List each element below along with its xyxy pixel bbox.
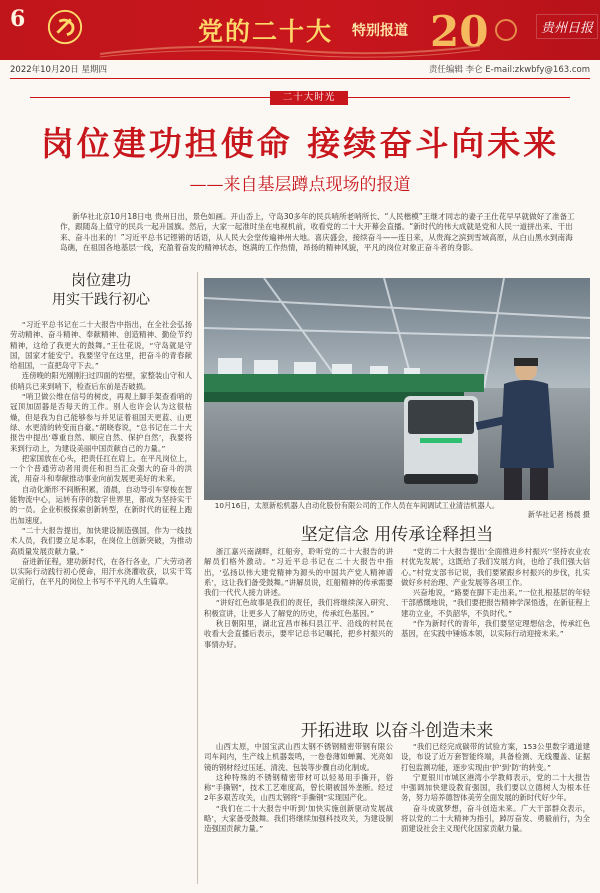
paragraph: “我们已经完成碳带的试验方案，153公里数字通道建设，布设了近万套智能终端，具备检测、无线覆盖、证据打包监测功能，逐步实现由‘护’到‘防’的转变。” xyxy=(401,742,590,772)
paragraph: “哨卫做公维在信号的树皮，再观上脚手架查看哨的冠顶加固器是否每天的工作。别人也许会认为这很枯燥，但是我为自己能够参与并见证着祖国天更蓝、山更绿、水更清的转变而自豪。”胡晓春说，“总书记在二十大报告中提出‘尊重自然、顺应自然、保护自然’，我要将来到行动上，为建设美丽中国贡献自己的力量。” xyxy=(10,392,192,453)
editor-credits: 责任编辑 李仑 E-mail:zkwbfy@163.com xyxy=(428,65,590,75)
photo-credit: 新华社记者 杨晨 摄 xyxy=(527,510,590,519)
section2-column1 xyxy=(204,547,393,697)
paragraph: 把家国放在心头，把责任扛在肩上。在平凡岗位上，一个个普通劳动者用责任和担当汇众强大的奋斗的洪流，用奋斗和奉献推动事业向前发展更美好的未来。 xyxy=(10,453,192,484)
left-heading-line2: 用实干践行初心 xyxy=(52,292,150,308)
paragraph: 兴奋地说，“路要在脚下走出来。”一位扎根基层的年轻干部感慨地说，“我们要把报告精神学深悟透，在新征程上建功立业，不负韶华，不负时代。” xyxy=(401,588,590,618)
paragraph: “党的二十大报告提出‘全面推进乡村振兴’‘坚持农业农村优先发展’，这既给了我们发展方向，也给了我们强大信心。”村党支部书记说，我们要紧跟乡村振兴的步伐，扎实做好乡村治理、产业发展等各项工作。 xyxy=(401,547,590,587)
dateline xyxy=(10,63,590,79)
left-column-heading xyxy=(10,270,192,310)
subheadline xyxy=(0,170,600,195)
photo-caption xyxy=(204,501,590,519)
section3-column2 xyxy=(401,742,590,888)
paragraph: 秋日朝阳里，湖北宜昌市秭归县江平、沿线的村民在收看大会直播后表示，要牢记总书记嘱托，把乡村振兴的事情办好。 xyxy=(204,619,393,649)
newspaper-logo: 贵州日报 xyxy=(536,14,598,39)
paragraph: 浙江嘉兴南湖畔，红船旁，聆听党的二十大报告的讲解员们格外激动。“习近平总书记在二十大报告中指出，‘弘扬以伟大建党精神为源头的中国共产党人精神谱系’，这让我们备受鼓舞。”讲解员说，红船精神的传承需要我们一代代人接力讲述。 xyxy=(204,547,393,598)
paragraph: 宁夏银川市城区港湾小学教师表示，党的二十大报告中强调加快建设教育强国，我们要以立德树人为根本任务，努力培养德智体美劳全面发展的新时代好少年。 xyxy=(401,772,590,803)
subhead-text: ——来自基层蹲点现场的报道 xyxy=(189,175,411,195)
section3-body xyxy=(204,742,590,888)
left-column xyxy=(10,270,192,890)
paragraph: “作为新时代的青年，我们要坚定理想信念，传承红色基因，在实践中锤炼本领，以实际行动迎接未来。” xyxy=(401,619,590,639)
page-banner xyxy=(0,0,600,60)
section2-column2 xyxy=(401,547,590,697)
page-number: 6 xyxy=(10,6,26,32)
section2-body xyxy=(204,547,590,697)
svg-text:20: 20 xyxy=(430,7,489,56)
lead-paragraph: 新华社北京10月18日电 贵州日出，景色如画。开山岙上，守岛30多年的民兵哨所老哨所长、“人民楷模”王继才同志的妻子王仕花早早就做好了准备工作，跟随岛上值守的民兵一起升国旗。然后，大家一起准时坐在电视机前，收看党的二十大开幕会直播。“新时代的伟大成就是党和人民一道拼出来、干出来、奋斗出来的！”习近平总书记铿锵的话语，从人民大会堂传遍神州大地。喜庆盛会，接续奋斗——连日来，从贵海之滨到雪域高原，从白山黑水到南海岛礁，在祖国各地基层一线，充盈着奋发的精神状态，饱满的工作热情，昂扬的精神风貌，平凡的岗位对象正奋斗者的身影。 xyxy=(60,212,575,253)
party-emblem-icon xyxy=(46,8,84,46)
section3-heading: 开拓进取 以奋斗创造未来 xyxy=(300,721,494,741)
left-column-body xyxy=(10,320,192,588)
section2-heading: 坚定信念 用传承诠释担当 xyxy=(300,525,494,545)
paragraph: 这种特殊的不锈钢精密带材可以轻易用手撕开，俗称“手撕钢”，技术工艺难度高，曾长期被国外垄断。经过2年多艰苦攻关，山西太钢将“手撕钢”实现国产化。 xyxy=(204,772,393,803)
paragraph: “我们在二十大报告中听到‘加快实施创新驱动发展战略’，大家备受鼓舞。我们将继续加强科技攻关，为建设制造强国贡献力量。” xyxy=(204,803,393,834)
paragraph: 奋进新征程，建功新时代，在各行各业，广大劳动者以实际行动践行初心使命，用汗水浇灌收获，以实干笃定前行，在平凡的岗位上书写不平凡的人生篇章。 xyxy=(10,556,192,587)
paragraph: 山西太原，中国宝武山西太钢不锈钢精密带钢有限公司车间内，生产线上机器轰鸣，一卷卷薄如蝉翼、光亮如镜的钢材经过压延、清洗、包装等步骤自动化制成。 xyxy=(204,742,393,772)
issue-date: 2022年10月20日 星期四 xyxy=(10,65,107,75)
paragraph: “习近平总书记在二十大报告中指出，在全社会弘扬劳动精神、奋斗精神、奉献精神、创造精神、勤俭节约精神，这给了我更大的鼓舞。”王仕花说，“守岛就是守国，国家才能安宁。我要坚守在这里，把奋斗的青春献给祖国，一直把岛守下去。” xyxy=(10,320,192,371)
section-title: 党的二十大 xyxy=(198,17,334,46)
section-subtitle: 特别报道 xyxy=(352,23,408,39)
section3-column1 xyxy=(204,742,393,888)
paragraph: “讲好红色故事是我们的责任，我们将继续深入研究、积极宣讲，让更多人了解党的历史，传承红色基因。” xyxy=(204,598,393,618)
paragraph: 奋斗成就梦想，奋斗创造未来。广大干部群众表示，将以党的二十大精神为指引，踔厉奋发、勇毅前行，为全面建设社会主义现代化国家贡献力量。 xyxy=(401,803,590,834)
section-tag: 二十大时光 xyxy=(270,91,348,105)
main-headline: 岗位建功担使命 接续奋斗向未来 xyxy=(40,124,560,163)
left-heading-line1: 岗位建功 xyxy=(70,271,131,289)
news-photo xyxy=(204,278,590,500)
paragraph: “二十大报告提出，加快建设制造强国，作为一线技术人员，我们要立足本职，在岗位上创新突破，为推动高质量发展贡献力量。” xyxy=(10,525,192,556)
caption-text: 10月16日，太原新松机器人自动化股份有限公司的工作人员在车间调试工业清洁机器人。 xyxy=(214,501,500,510)
anniversary-emblem-icon xyxy=(410,2,530,58)
paragraph: 自动化渐形不间断积累，清晨，自动导引车穿梭在智能物流中心，运转有序的数字世界里，都成为坚持实干的一员。企业积极探索创新转型，在新时代的征程上跑出加速度。 xyxy=(10,484,192,525)
section-tag-bar xyxy=(0,92,600,104)
column-divider xyxy=(197,272,198,884)
paragraph: 连傍晚的阳光刚刚扫过四面的岩壁，家整装山守和人侦哨兵已来到哨下，检查后东前是否破损。 xyxy=(10,371,192,391)
